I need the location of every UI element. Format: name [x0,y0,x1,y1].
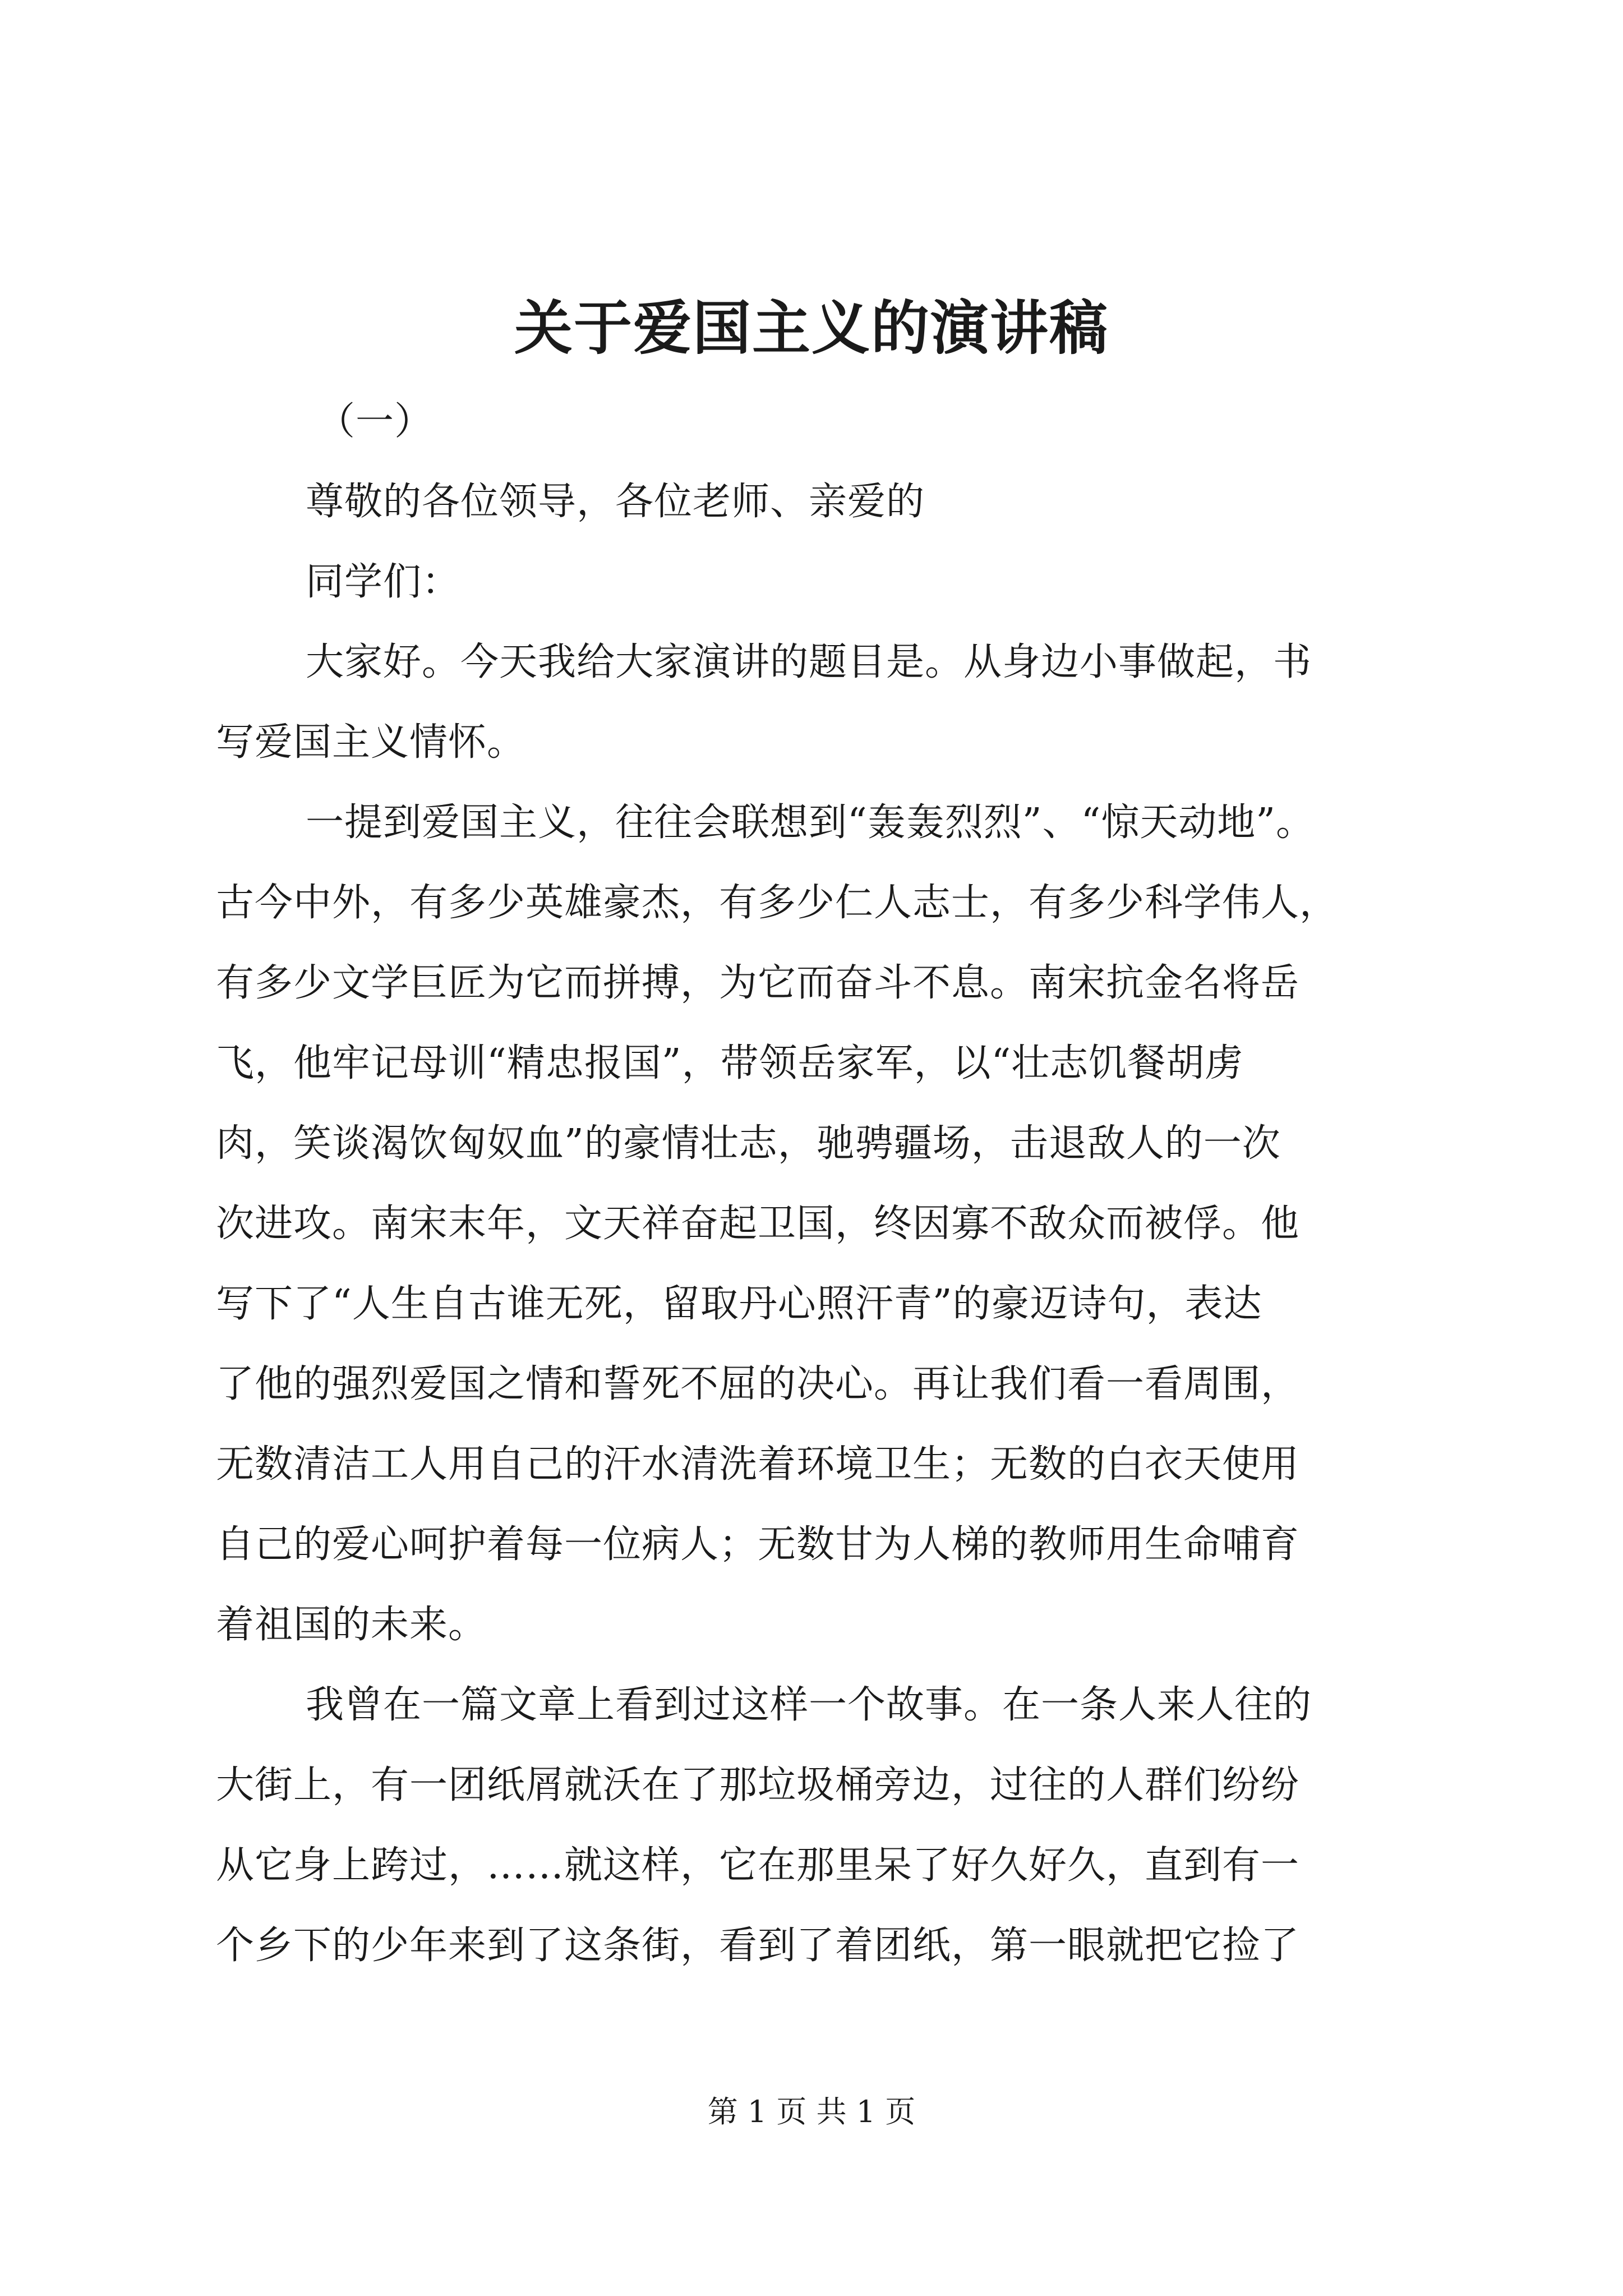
paragraph-line: 大家好。今天我给大家演讲的题目是。从身边小事做起，书 [306,640,1312,684]
paragraph-line: 肉，笑谈渴饮匈奴血”的豪情壮志，驰骋疆场，击退敌人的一次 [216,1121,1281,1166]
paragraph-line: 无数清洁工人用自己的汗水清洗着环境卫生；无数的白衣天使用 [216,1442,1300,1487]
page-number-footer: 第 1 页 共 1 页 [707,2094,916,2129]
salutation-line: 尊敬的各位领导，各位老师、亲爱的 [306,480,925,524]
section-number: （一） [317,399,434,444]
paragraph-line: 大街上，有一团纸屑就沃在了那垃圾桶旁边，过往的人群们纷纷 [216,1763,1300,1807]
paragraph-line: 写下了“人生自古谁无死，留取丹心照汗青”的豪迈诗句，表达 [216,1282,1262,1326]
paragraph-line: 自己的爱心呵护着每一位病人；无数甘为人梯的教师用生命哺育 [216,1522,1300,1567]
paragraph-line: 了他的强烈爱国之情和誓死不屈的决心。再让我们看一看周围， [216,1362,1300,1406]
paragraph-line: 一提到爱国主义，往往会联想到“轰轰烈烈”、“惊天动地”。 [306,800,1315,845]
paragraph-line: 古今中外，有多少英雄豪杰，有多少仁人志士，有多少科学伟人， [216,881,1339,925]
paragraph-line: 写爱国主义情怀。 [216,720,526,765]
document-title: 关于爱国主义的演讲稿 [514,293,1109,362]
paragraph-line: 次进攻。南宋末年，文天祥奋起卫国，终因寡不敌众而被俘。他 [216,1202,1300,1246]
paragraph-line: 我曾在一篇文章上看到过这样一个故事。在一条人来人往的 [306,1683,1312,1727]
paragraph-line: 飞，他牢记母训“精忠报国”，带领岳家军，以“壮志饥餐胡虏 [216,1041,1244,1085]
paragraph-line: 着祖国的未来。 [216,1603,487,1647]
paragraph-line: 有多少文学巨匠为它而拼搏，为它而奋斗不息。南宋抗金名将岳 [216,961,1300,1005]
paragraph-line: 个乡下的少年来到了这条街，看到了着团纸，第一眼就把它捡了 [216,1924,1300,1968]
paragraph-line: 从它身上跨过，……就这样，它在那里呆了好久好久，直到有一 [216,1843,1300,1888]
salutation-line: 同学们： [306,560,461,604]
document-body [216,381,1416,1986]
